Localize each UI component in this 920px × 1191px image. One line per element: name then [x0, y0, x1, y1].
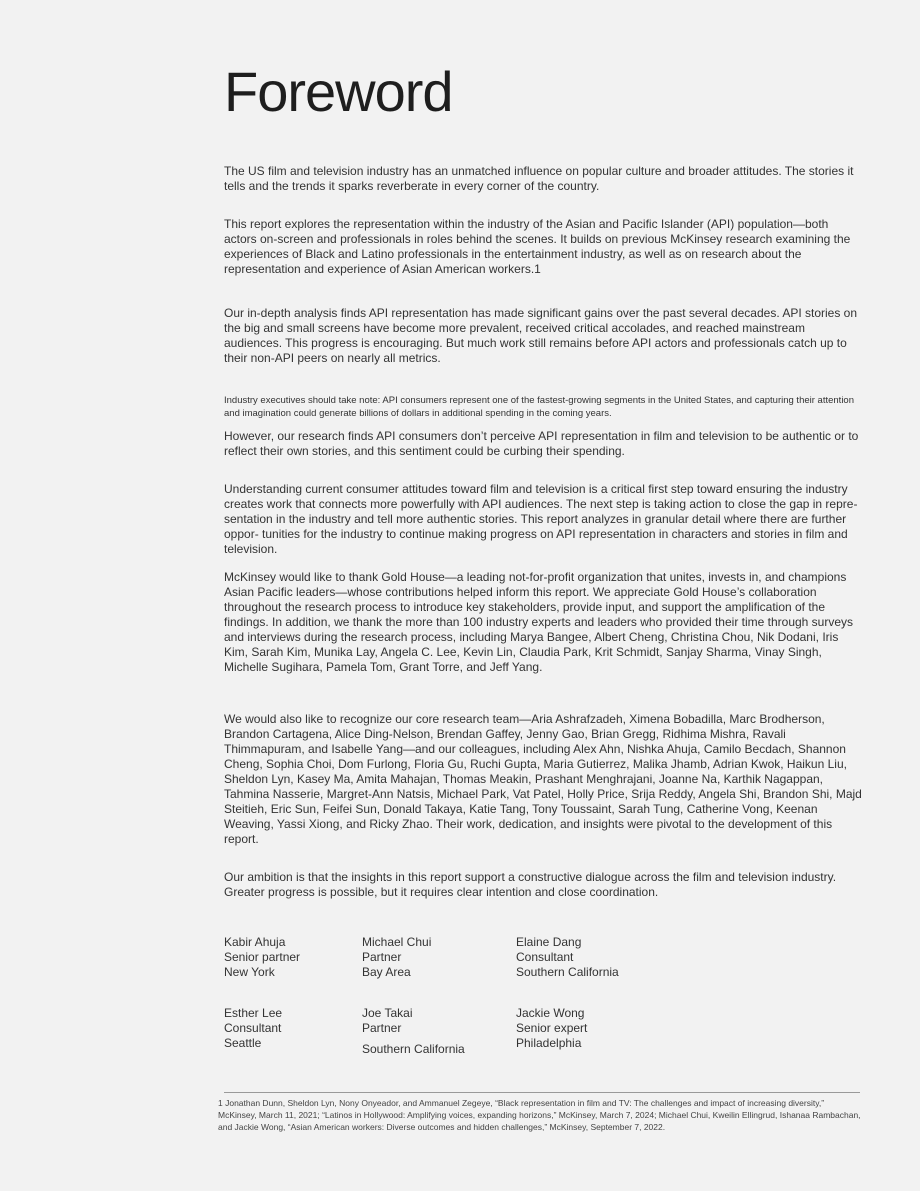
signatory-title: Partner: [362, 1021, 402, 1035]
signatory-title: Consultant: [516, 950, 574, 964]
signatory: [224, 1006, 316, 1051]
paragraph-findings: Our in-depth analysis finds API representation has made significant gains over the past several decades. API stories on the big and small screens have become more prevalent, received critical accolades, and reached mainstream audiences. This progress is encouraging. But much work still remains before API actors and professionals catch up to their non-API peers on nearly all metrics.: [224, 306, 858, 365]
footnote-divider: [224, 1092, 860, 1093]
signatory-title: Senior partner: [224, 950, 301, 964]
paragraph-executives-note: Industry executives should take note: API consumers represent one of the fastest-growing segments in the United States, and capturing their attention and imagination could generate billions of dollars in additional spending in the coming years.: [224, 395, 855, 419]
signatory: [516, 1006, 636, 1051]
signatory-name: Joe Takai: [362, 1006, 413, 1020]
footnote: 1 Jonathan Dunn, Sheldon Lyn, Nony Onyeador, and Ammanuel Zegeye, “Black representation in film and TV: The challenges and impact of increasing diversity,” McKinsey, March 11, 2021; “Latinos in Hollywood: Amplifying voices, expanding horizons,” McKinsey, March 7, 2024; Michael Chui, Kweilin Ellingrud, Ishanaa Rambachan, and Jackie Wong, “Asian American workers: Diverse outcomes and hidden challenges,” McKinsey, September 7, 2022.: [218, 1098, 861, 1132]
paragraph-report-scope: This report explores the representation within the industry of the Asian and Pacific Islander (API) population—both actors on-screen and professionals in roles behind the scenes. It builds on previous McKinsey research examining the experiences of Black and Latino professionals in the entertainment industry, as well as on research about the representation and experience of Asian American workers.1: [224, 217, 851, 276]
signatory-name: Elaine Dang: [516, 935, 582, 949]
signatory-location: Southern California: [516, 965, 619, 979]
signatory-title: Senior expert: [516, 1021, 588, 1035]
signatory-name: Esther Lee: [224, 1006, 283, 1020]
signatory-title: Consultant: [224, 1021, 282, 1035]
signatory-name: Kabir Ahuja: [224, 935, 286, 949]
signatory-location: Bay Area: [362, 965, 411, 979]
paragraph-intro: The US film and television industry has an unmatched influence on popular culture and broader attitudes. The stories it tells and the trends it sparks reverberate in every corner of the country.: [224, 164, 854, 193]
signatory-name: Michael Chui: [362, 935, 432, 949]
signatory: [362, 935, 482, 980]
signatory-location: Philadelphia: [516, 1036, 582, 1050]
paragraph-ambition: Our ambition is that the insights in this report support a constructive dialogue across the film and television industry. Greater progress is possible, but it requires clear intention and close coordination.: [224, 870, 837, 899]
signatory-name: Jackie Wong: [516, 1006, 585, 1020]
signatory-location: Seattle: [224, 1036, 262, 1050]
signatory-location: New York: [224, 965, 275, 979]
signatory: [362, 1006, 482, 1057]
signatory: [224, 935, 316, 980]
page-title: Foreword: [224, 60, 453, 123]
paragraph-research-team: We would also like to recognize our core research team—Aria Ashrafzadeh, Ximena Bobadilla, Marc Brodherson, Brandon Cartagena, Alice Ding-Nelson, Brendan Gaffey, Jenny Gao, Brian Gregg, Ridhima Mishra, Ravali Thimmapuram, and Isabelle Yang—and our colleagues, including Alex Ahn, Nishka Ahuja, Camilo Becdach, Shannon Cheng, Sophia Choi, Dom Furlong, Floria Gu, Ruchi Gupta, Maria Gutierrez, Malika Jhamb, Adrian Kwok, Haikun Liu, Sheldon Lyn, Kasey Ma, Amita Mahajan, Thomas Meakin, Prashant Menghrajani, Joanne Na, Karthik Nagappan, Tahmina Nasserie, Margret-Ann Natsis, Michael Park, Vat Patel, Holly Price, Srija Reddy, Angela Shi, Brandon Shi, Majd Steitieh, Eric Sun, Feifei Sun, Donald Takaya, Katie Tang, Tony Toussaint, Sarah Tung, Catherine Vong, Keenan Weaving, Yassi Xiong, and Ricky Zhao. Their work, dedication, and insights were pivotal to the development of this report.: [224, 712, 862, 846]
signatory-location: Southern California: [362, 1042, 465, 1056]
paragraph-consumer-perception: However, our research finds API consumers don’t perceive API representation in film and television to be authentic or to reflect their own stories, and this sentiment could be curbing their spending.: [224, 429, 859, 458]
paragraph-acknowledgments: McKinsey would like to thank Gold House—a leading not-for-profit organization that unites, invests in, and champions Asian Pacific leaders—whose contributions helped inform this report. We appreciate Gold House’s collaboration throughout the research process to introduce key stakeholders, provide input, and support the amplification of the findings. In addition, we thank the more than 100 industry experts and leaders who provided their time through surveys and interviews during the research process, including Marya Bangee, Albert Cheng, Christina Chou, Nik Dodani, Iris Kim, Sarah Kim, Munika Lay, Angela C. Lee, Kevin Lin, Claudia Park, Krit Schmidt, Sanjay Sharma, Vinay Singh, Michelle Sugihara, Pamela Tom, Grant Torre, and Jeff Yang.: [224, 570, 854, 674]
paragraph-next-steps: Understanding current consumer attitudes toward film and television is a critical first step toward ensuring the industry creates work that connects more powerfully with API audiences. The next step is taking action to close the gap in repre- sentation in the industry and tell more authentic stories. This report analyzes in granular detail where there are further oppor- tunities for the industry to continue making progress on API representation in characters and stories in film and television.: [224, 482, 858, 556]
signatory: [516, 935, 636, 980]
signatory-title: Partner: [362, 950, 402, 964]
